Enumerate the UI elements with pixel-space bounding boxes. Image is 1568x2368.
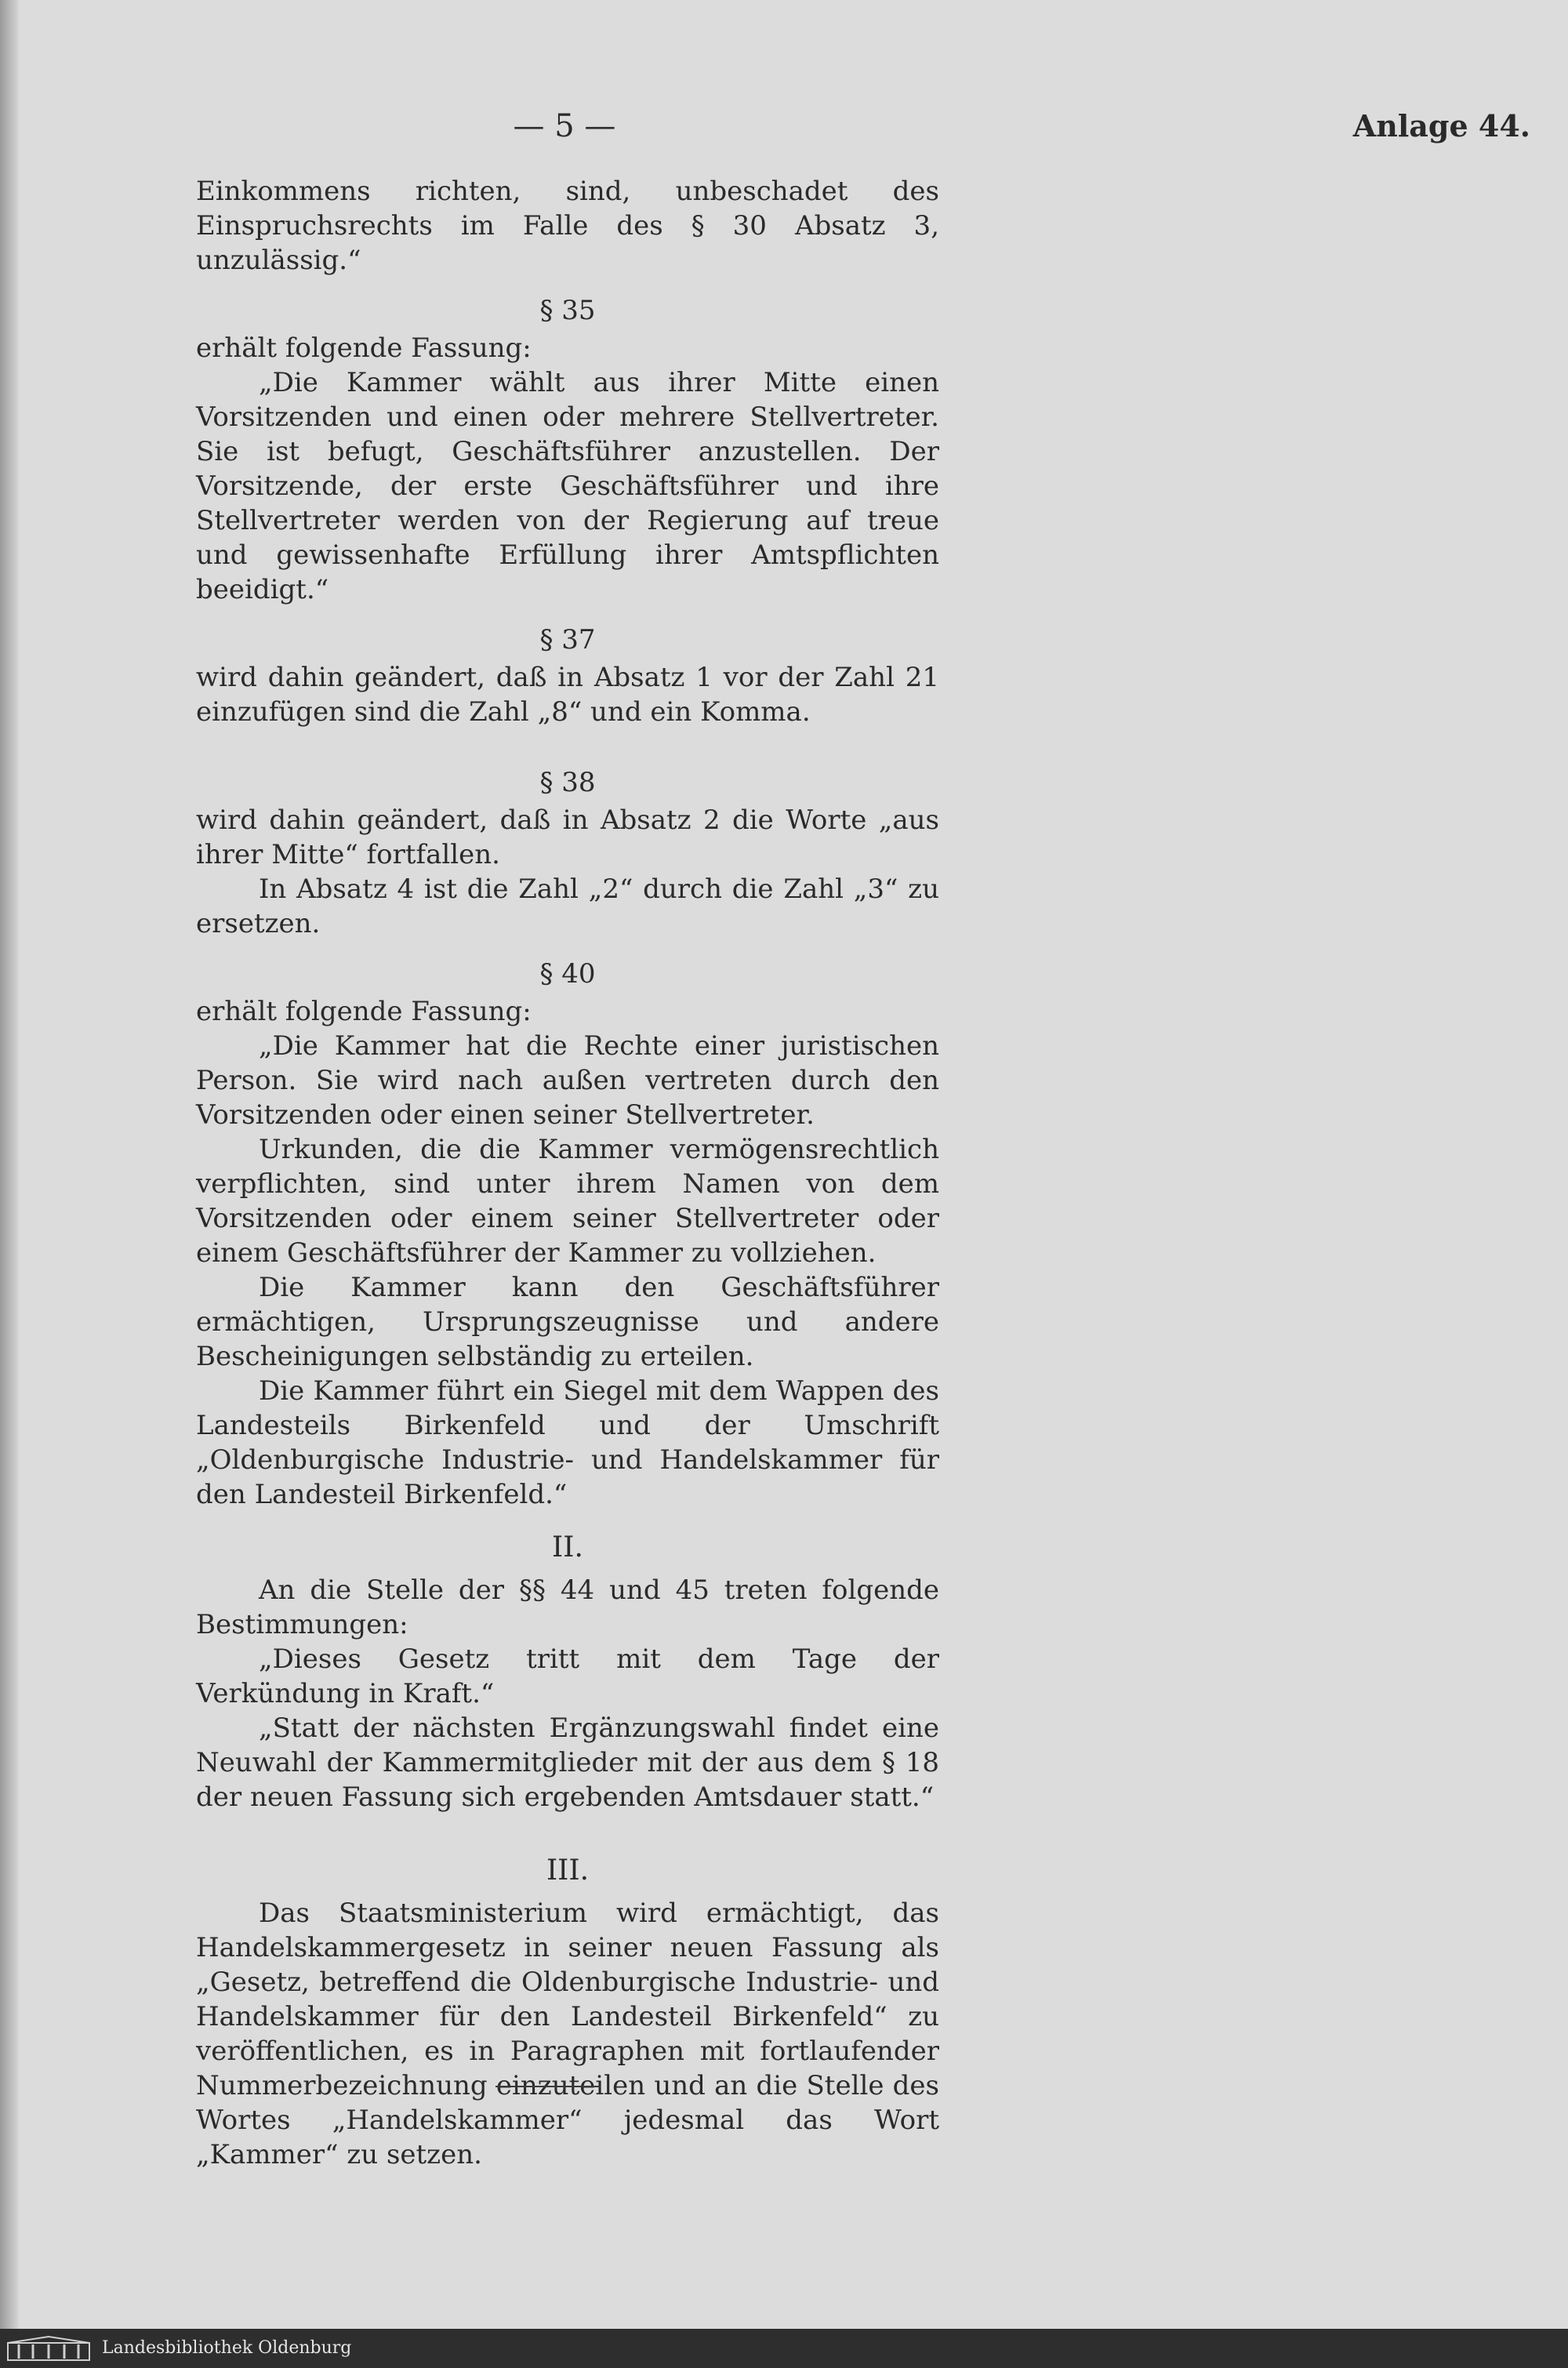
- part-3-text: Das Staatsministerium wird ermächtigt, das Handelskammergesetz in seiner neuen Fassung als „Gesetz, betreffend die Oldenburgische Industrie- und Handelskammer für den Landesteil Birkenfeld“ zu veröffentlichen, es in Paragraphen mit fortlaufender Nummerbezeichnung einzuteilen und an die Stelle des Wortes „Handelskammer“ jedesmal das Wort „Kammer“ zu setzen.: [196, 1898, 939, 2170]
- section-35-text: „Die Kammer wählt aus ihrer Mitte einen Vorsitzenden und einen oder mehrere Stellvertreter. Sie ist befugt, Geschäftsführer anzustellen. Der Vorsitzende, der erste Geschäftsführer und ihre Stellvertreter werden von der Regierung auf treue und gewissenhafte Erfüllung ihrer Amtspflichten beeidigt.“: [196, 367, 939, 605]
- section-37-text: wird dahin geändert, daß in Absatz 1 vor der Zahl 21 einzufügen sind die Zahl „8“ und ein Komma.: [196, 662, 939, 728]
- binding-shadow: [0, 0, 19, 2368]
- library-building-icon: [6, 2335, 91, 2362]
- page-header: [0, 108, 1568, 155]
- section-40-text-3: Die Kammer kann den Geschäftsführer ermächtigen, Ursprungszeugnisse und andere Bescheinigungen selbständig zu erteilen.: [196, 1272, 939, 1372]
- page-number: — 5 —: [513, 108, 616, 144]
- closing-rule: [495, 2086, 601, 2087]
- library-name: Landesbibliothek Oldenburg: [102, 2338, 352, 2358]
- part-2-text-2: „Dieses Gesetz tritt mit dem Tage der Verkündung in Kraft.“: [196, 1643, 939, 1709]
- part-2-text-1: An die Stelle der §§ 44 und 45 treten folgende Bestimmungen:: [196, 1574, 939, 1640]
- section-38-text-2: In Absatz 4 ist die Zahl „2“ durch die Zahl „3“ zu ersetzen.: [196, 873, 939, 939]
- section-37-heading: § 37: [539, 624, 596, 656]
- section-40-text-1: „Die Kammer hat die Rechte einer juristischen Person. Sie wird nach außen vertreten durch den Vorsitzenden oder einen seiner Stellvertreter.: [196, 1030, 939, 1131]
- library-footer: [0, 2329, 1568, 2368]
- section-35-lead: erhält folgende Fassung:: [196, 332, 532, 364]
- section-40-text-4: Die Kammer führt ein Siegel mit dem Wappen des Landesteils Birkenfeld und der Umschrift „Oldenburgische Industrie- und Handelskammer für den Landesteil Birkenfeld.“: [196, 1375, 939, 1510]
- part-3-heading: III.: [546, 1854, 590, 1887]
- part-2-text-3: „Statt der nächsten Ergänzungswahl findet eine Neuwahl der Kammermitglieder mit der aus dem § 18 der neuen Fassung sich ergebenden Amtsdauer statt.“: [196, 1712, 939, 1813]
- page-body: [196, 174, 939, 2172]
- section-38-heading: § 38: [539, 767, 596, 798]
- intro-paragraph: Einkommens richten, sind, unbeschadet des Einspruchsrechts im Falle des § 30 Absatz 3, unzulässig.“: [196, 176, 939, 276]
- section-40-text-2: Urkunden, die die Kammer vermögensrechtlich verpflichten, sind unter ihrem Namen von dem Vorsitzenden oder einem seiner Stellvertreter oder einem Geschäftsführer der Kammer zu vollziehen.: [196, 1134, 939, 1269]
- section-35-heading: § 35: [539, 295, 596, 326]
- section-38-text-1: wird dahin geändert, daß in Absatz 2 die Worte „aus ihrer Mitte“ fortfallen.: [196, 804, 939, 870]
- section-40-lead: erhält folgende Fassung:: [196, 996, 532, 1027]
- part-2-heading: II.: [552, 1531, 583, 1564]
- annex-label: Anlage 44.: [1352, 108, 1530, 143]
- section-40-heading: § 40: [539, 958, 596, 990]
